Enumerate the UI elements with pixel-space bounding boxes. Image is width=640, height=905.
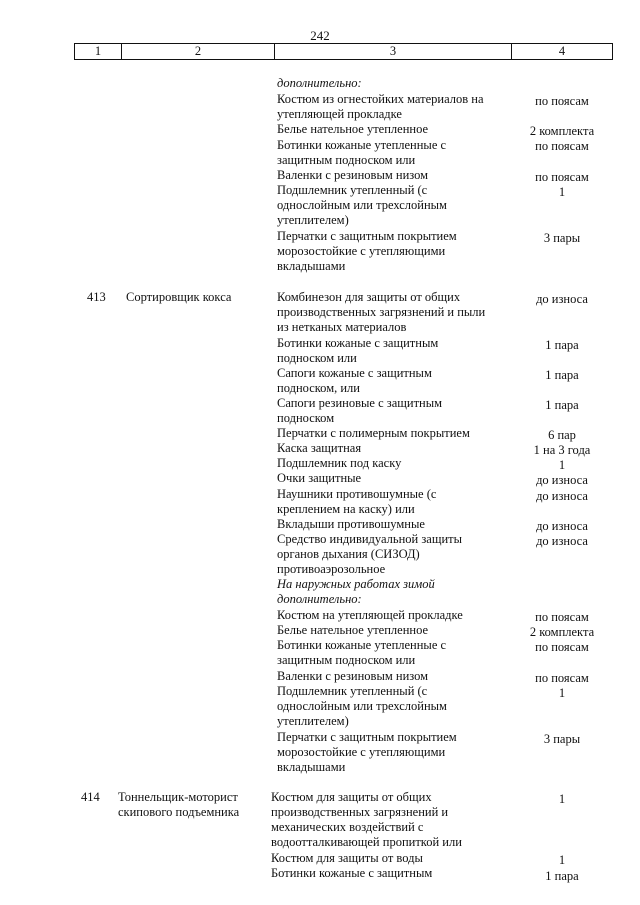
item-text: Костюм на утепляющей прокладке <box>277 608 463 622</box>
norm-value: 1 на 3 года <box>533 443 591 457</box>
norm-value: до износа <box>536 292 588 306</box>
item-text: Валенки с резиновым низом <box>277 168 429 182</box>
item-text: Комбинезон для защиты от общих <box>277 290 461 304</box>
norm-value: до износа <box>536 473 588 487</box>
item-text: подноском <box>277 411 335 425</box>
header-cell-1: 1 <box>75 44 122 59</box>
norm-value: по поясам <box>535 170 589 184</box>
item-text: дополнительно: <box>277 592 362 606</box>
norm-value: 1 <box>558 458 566 472</box>
item-text: морозостойкие с утепляющими <box>277 244 446 258</box>
norm-value: 1 пара <box>545 368 579 382</box>
item-text: морозостойкие с утепляющими <box>277 745 446 759</box>
norm-value: по поясам <box>535 610 589 624</box>
item-text: вкладышами <box>277 760 346 774</box>
norm-value: 2 комплекта <box>529 625 595 639</box>
item-text: водоотталкивающей пропиткой или <box>271 835 462 849</box>
header-cell-3: 3 <box>275 44 512 59</box>
item-text: Ботинки кожаные утепленные с <box>277 638 447 652</box>
item-text: производственных загрязнений и пыли <box>277 305 486 319</box>
item-text: защитным подноском или <box>277 153 416 167</box>
norm-value: 1 <box>558 792 566 806</box>
item-text: Подшлемник утепленный (с <box>277 684 428 698</box>
norm-value: до износа <box>536 534 588 548</box>
item-text: производственных загрязнений и <box>271 805 449 819</box>
item-text: Перчатки с защитным покрытием <box>277 730 457 744</box>
item-text: Ботинки кожаные с защитным <box>271 866 433 880</box>
item-text: подноском, или <box>277 381 360 395</box>
norm-value: 1 пара <box>545 398 579 412</box>
item-text: утеплителем) <box>277 714 349 728</box>
item-text: Белье нательное утепленное <box>277 623 429 637</box>
item-text: Подшлемник утепленный (с <box>277 183 428 197</box>
profession-name: Сортировщик кокса <box>126 290 232 304</box>
norm-value: 1 <box>558 185 566 199</box>
item-text: противоаэрозольное <box>277 562 386 576</box>
item-text: органов дыхания (СИЗОД) <box>277 547 420 561</box>
norm-value: 6 пар <box>548 428 576 442</box>
item-text: Средство индивидуальной защиты <box>277 532 463 546</box>
item-text: Ботинки кожаные утепленные с <box>277 138 447 152</box>
item-text: Перчатки с полимерным покрытием <box>277 426 470 440</box>
item-text: Перчатки с защитным покрытием <box>277 229 457 243</box>
item-text: Сапоги кожаные с защитным <box>277 366 432 380</box>
item-text: Подшлемник под каску <box>277 456 402 470</box>
item-text: Очки защитные <box>277 471 362 485</box>
table-header-row <box>74 43 613 60</box>
item-text: Костюм для защиты от воды <box>271 851 423 865</box>
item-text: Валенки с резиновым низом <box>277 669 429 683</box>
norm-value: 1 пара <box>545 338 579 352</box>
norm-value: 2 комплекта <box>529 124 595 138</box>
row-number: 413 <box>87 290 106 304</box>
norm-value: 1 пара <box>545 869 579 883</box>
header-cell-2: 2 <box>122 44 275 59</box>
item-text: защитным подноском или <box>277 653 416 667</box>
item-text: однослойным или трехслойным <box>277 699 447 713</box>
norm-value: 3 пары <box>543 231 581 245</box>
header-cell-4: 4 <box>558 44 566 58</box>
page-number: 242 <box>310 28 330 43</box>
norm-value: по поясам <box>535 640 589 654</box>
norm-value: 3 пары <box>543 732 581 746</box>
norm-value: по поясам <box>535 671 589 685</box>
item-text: однослойным или трехслойным <box>277 198 447 212</box>
item-text: утепляющей прокладке <box>277 107 402 121</box>
item-text: Наушники противошумные (с <box>277 487 437 501</box>
profession-name: Тоннельщик-моторист <box>118 790 238 804</box>
profession-name-continued: скипового подъемника <box>118 805 240 819</box>
item-text: Сапоги резиновые с защитным <box>277 396 443 410</box>
item-text: подноском или <box>277 351 357 365</box>
item-text: На наружных работах зимой <box>277 577 435 591</box>
item-text: дополнительно: <box>277 76 362 90</box>
norm-value: до износа <box>536 519 588 533</box>
item-text: Ботинки кожаные с защитным <box>277 336 439 350</box>
item-text: Костюм для защиты от общих <box>271 790 432 804</box>
norm-value: 1 <box>558 853 566 867</box>
item-text: механических воздействий с <box>271 820 424 834</box>
norm-value: 1 <box>558 686 566 700</box>
item-text: Вкладыши противошумные <box>277 517 425 531</box>
norm-value: по поясам <box>535 139 589 153</box>
item-text: утеплителем) <box>277 213 349 227</box>
item-text: креплением на каску) или <box>277 502 415 516</box>
item-text: Белье нательное утепленное <box>277 122 429 136</box>
norm-value: до износа <box>536 489 588 503</box>
norm-value: по поясам <box>535 94 589 108</box>
item-text: из нетканых материалов <box>277 320 407 334</box>
item-text: Каска защитная <box>277 441 362 455</box>
row-number: 414 <box>81 790 100 804</box>
item-text: Костюм из огнестойких материалов на <box>277 92 484 106</box>
item-text: вкладышами <box>277 259 346 273</box>
